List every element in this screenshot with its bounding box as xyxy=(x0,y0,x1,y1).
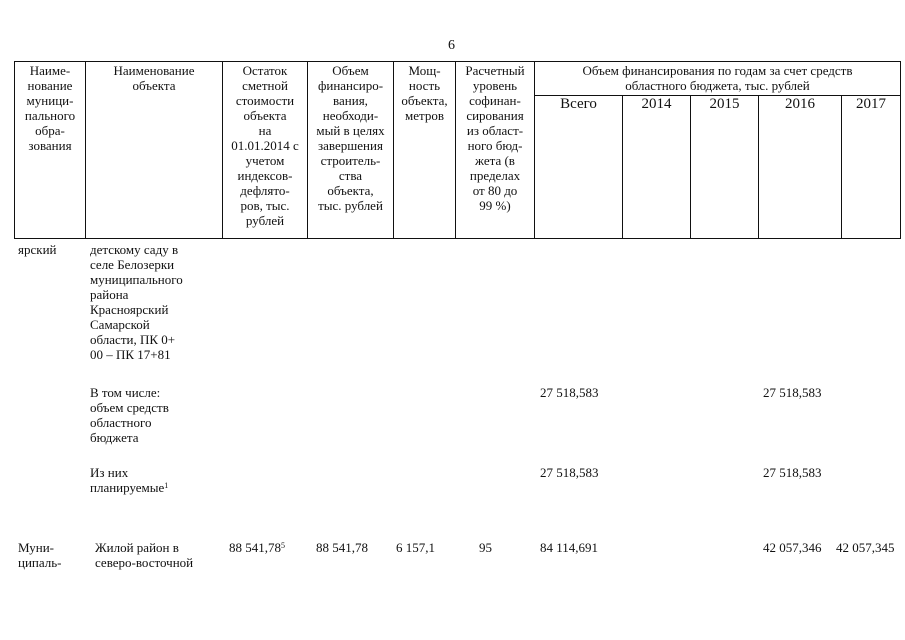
object-name-cell: детскому саду в селе Белозерки муниципального района Красноярский Самарской области, ПК 0+ 00 – ПК 17+81 xyxy=(90,242,183,362)
header-financing-by-years: Объем финансирования по годам за счет средств областного бюджета, тыс. рублей xyxy=(535,62,901,96)
header-year-2017: 2017 xyxy=(842,96,901,239)
object-name-cell-2: Жилой район в северо-восточной xyxy=(95,540,194,570)
municipality-cell: ярский xyxy=(18,242,57,257)
header-cofinancing-level: Расчетный уровень софинан- сирования из област- ного бюд- жета (в пределах от 80 до 99 %) xyxy=(456,62,535,239)
header-object-name: Наименование объекта xyxy=(86,62,223,239)
footnote-mark: 1 xyxy=(164,481,169,490)
header-year-2015: 2015 xyxy=(691,96,759,239)
remaining-cost-value: 88 541,78$^5$ xyxy=(229,540,285,555)
financing-volume-value: 88 541,78 xyxy=(316,540,368,555)
municipality-cell-2: Муни- ципаль- xyxy=(18,540,62,570)
footnote-mark: 5 xyxy=(281,541,285,550)
planned-total: 27 518,583 xyxy=(540,465,599,480)
header-remaining-cost: Остаток сметной стоимости объекта на 01.01.2014 с учетом индексов- дефлято- ров, тыс. рублей xyxy=(223,62,308,239)
regional-budget-label: В том числе: объем средств областного бюджета xyxy=(90,385,169,445)
header-year-2014: 2014 xyxy=(623,96,691,239)
header-municipality: Наиме- нование муници- пального обра- зования xyxy=(15,62,86,239)
header-total: Всего xyxy=(535,96,623,239)
year-2016-value: 42 057,346 xyxy=(763,540,822,555)
planned-2016: 27 518,583 xyxy=(763,465,822,480)
total-value: 84 114,691 xyxy=(540,540,599,555)
regional-budget-2016: 27 518,583 xyxy=(763,385,822,400)
header-capacity: Мощ- ность объекта, метров xyxy=(394,62,456,239)
capacity-value: 6 157,1 xyxy=(396,540,435,555)
header-financing-volume: Объем финансиро- вания, необходи- мый в целях завершения строитель- ства объекта, тыс. рублей xyxy=(308,62,394,239)
header-year-2016: 2016 xyxy=(759,96,842,239)
year-2017-value: 42 057,345 xyxy=(836,540,895,555)
planned-label: Из них планируемые$^1$ xyxy=(90,465,169,495)
cofinancing-level-value: 95 xyxy=(479,540,492,555)
page-number: 6 xyxy=(448,38,455,53)
regional-budget-total: 27 518,583 xyxy=(540,385,599,400)
